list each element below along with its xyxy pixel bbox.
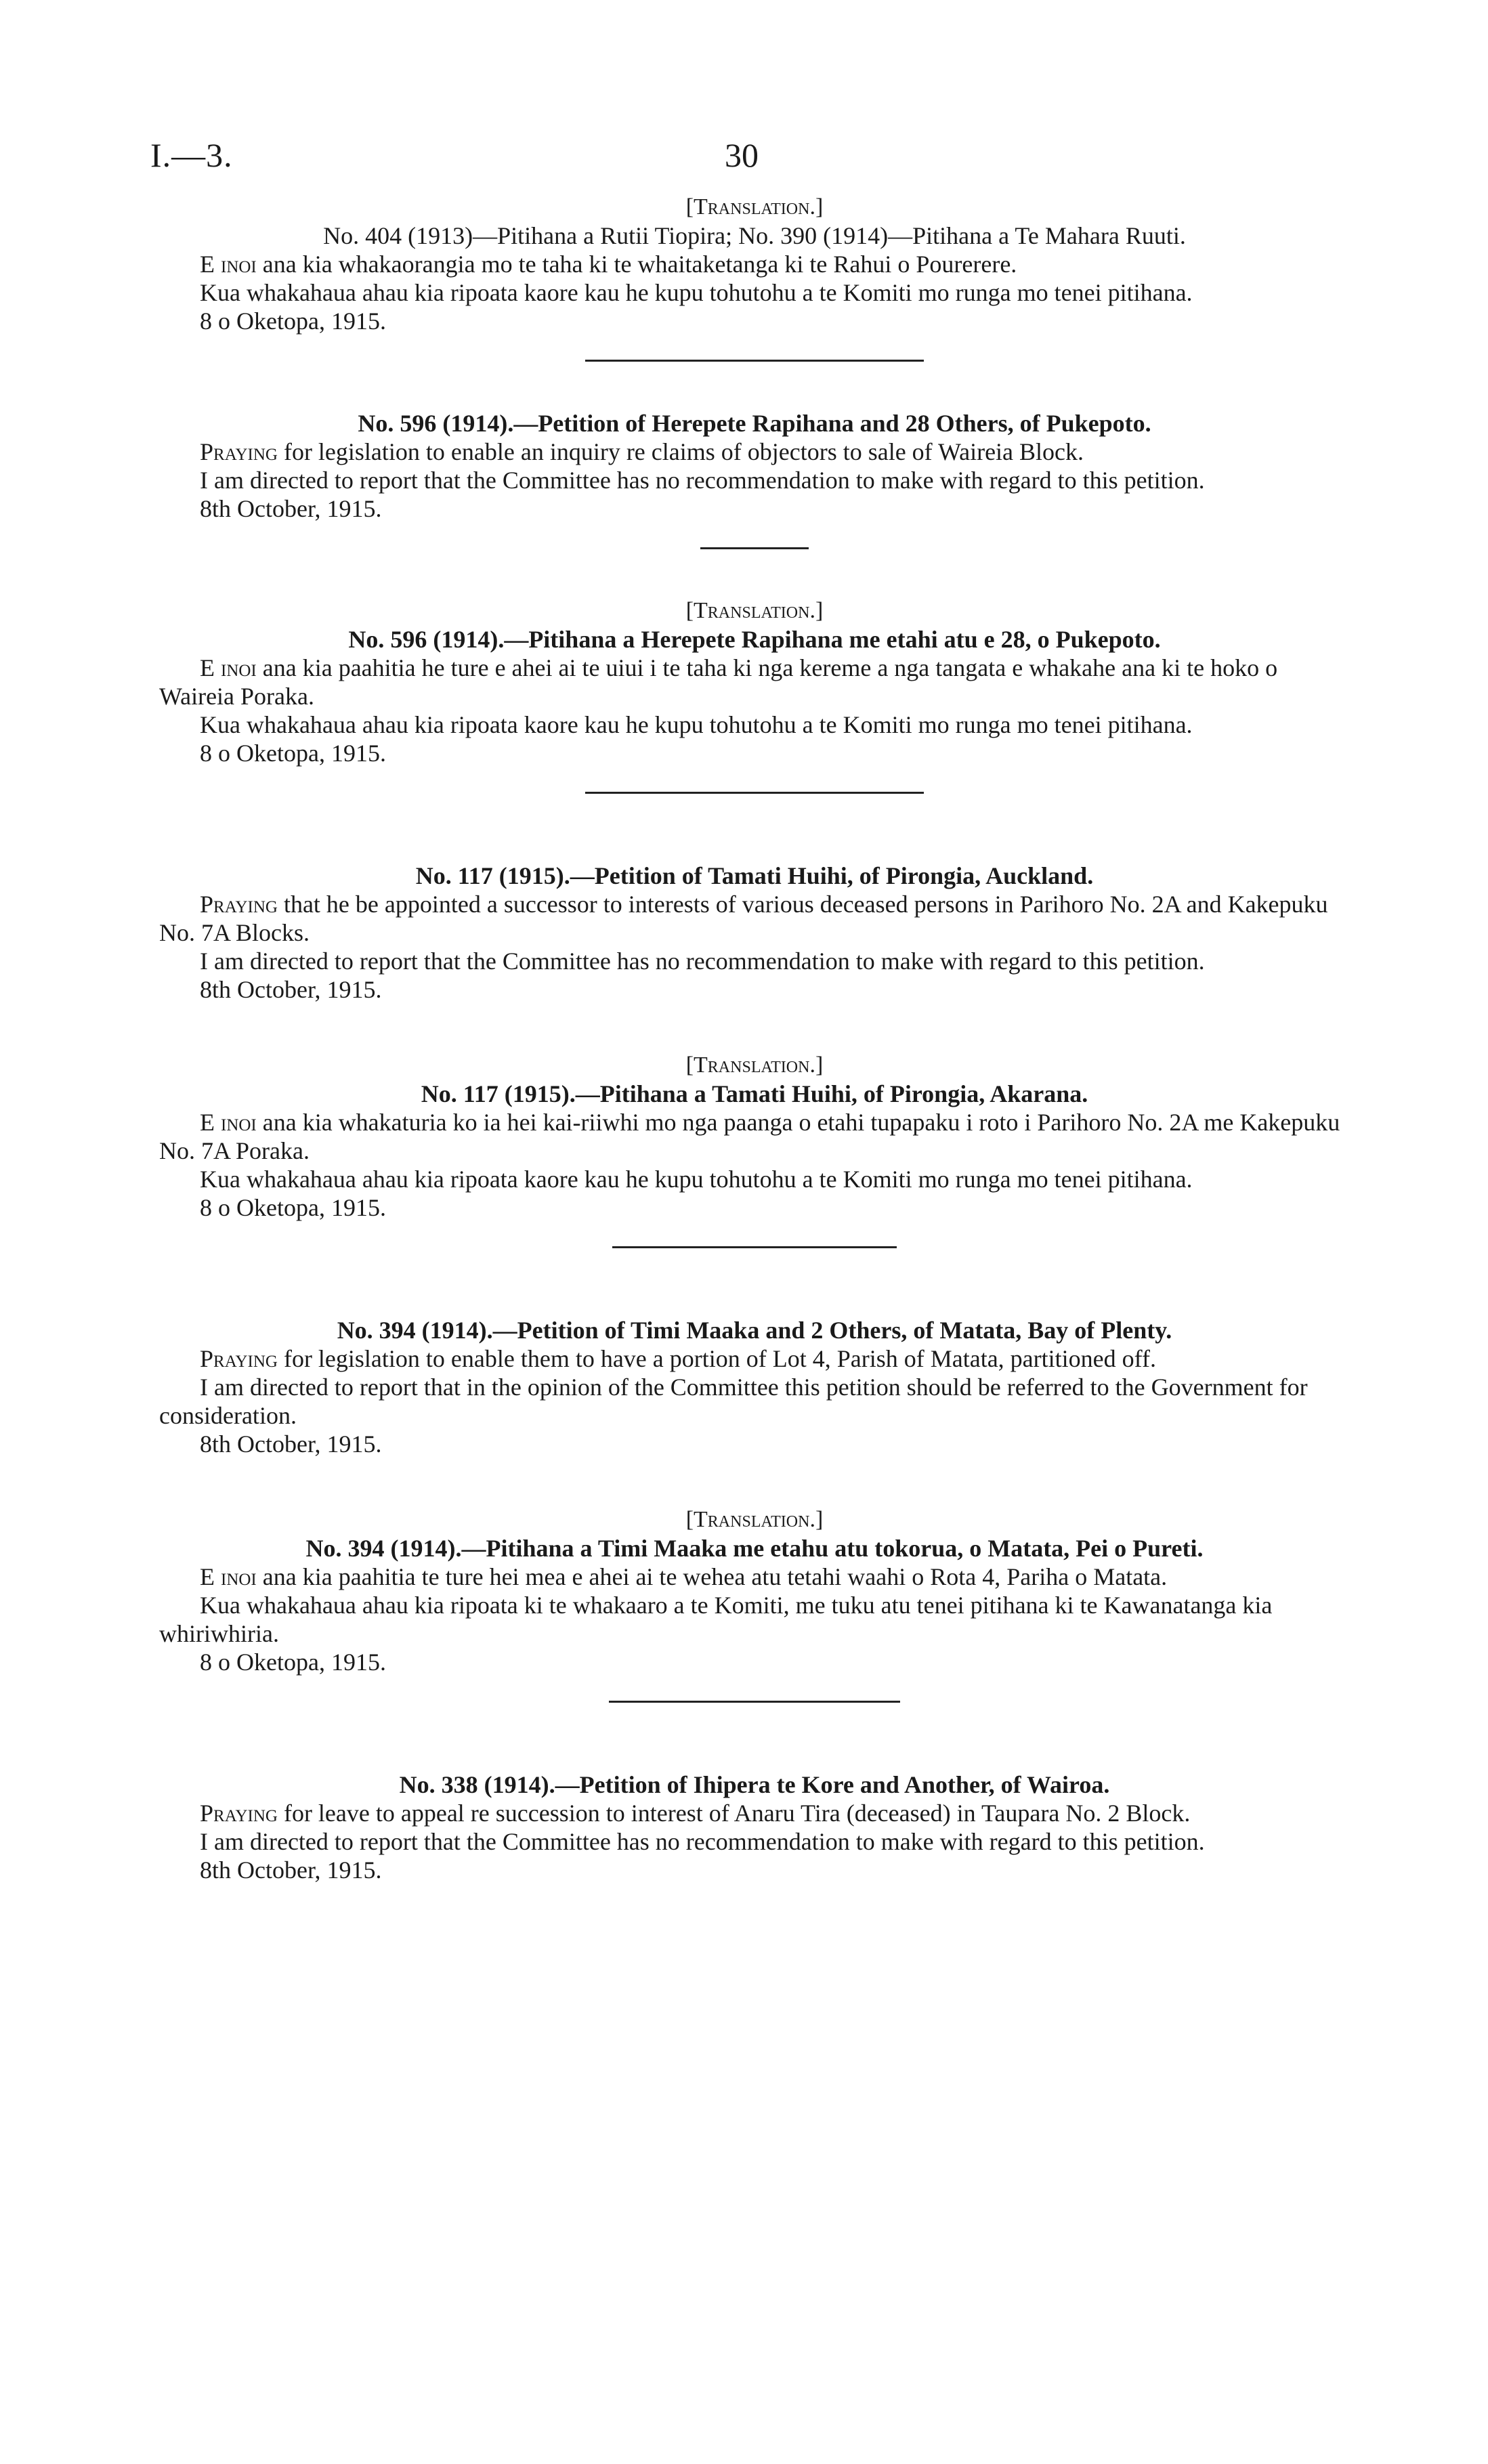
petition-title: No. 117 (1915).—Pitihana a Tamati Huihi, of Pirongia, Akarana.: [421, 1080, 1088, 1107]
report-date: 8 o Oketopa, 1915.: [200, 740, 386, 767]
prayer-lead: E inoi: [200, 1563, 257, 1590]
committee-report: Kua whakahaua ahau kia ripoata kaore kau he kupu tohutohu a te Komiti mo runga mo tenei pitihana.: [200, 711, 1193, 738]
petition-section: [159, 862, 1350, 1004]
report-date: 8th October, 1915.: [200, 976, 382, 1003]
petition-section: [159, 409, 1350, 523]
prayer-text: for leave to appeal re succession to interest of Anaru Tira (deceased) in Taupara No. 2 Block.: [283, 1800, 1191, 1827]
petition-section: [159, 597, 1350, 767]
prayer-lead: E inoi: [200, 251, 257, 278]
petition-section: [159, 193, 1350, 335]
committee-report: Kua whakahaua ahau kia ripoata kaore kau he kupu tohutohu a te Komiti mo runga mo tenei pitihana.: [200, 279, 1193, 306]
prayer-lead: Praying: [200, 1800, 278, 1827]
prayer-text: ana kia whakaorangia mo te taha ki te whaitaketanga ki te Rahui o Pourerere.: [262, 251, 1017, 278]
petition-section: [159, 1316, 1350, 1458]
prayer-lead: Praying: [200, 1345, 278, 1372]
prayer-text: for legislation to enable them to have a portion of Lot 4, Parish of Matata, partitioned off.: [283, 1345, 1156, 1372]
document-body: [159, 193, 1350, 1884]
committee-report: I am directed to report that the Committee has no recommendation to make with regard to this petition.: [200, 1828, 1205, 1855]
prayer-text: for legislation to enable an inquiry re claims of objectors to sale of Waireia Block.: [283, 438, 1084, 465]
petition-title: No. 596 (1914).—Pitihana a Herepete Rapihana me etahi atu e 28, o Pukepoto.: [348, 626, 1161, 653]
prayer-lead: Praying: [200, 438, 278, 465]
petition-section: [159, 1506, 1350, 1676]
report-date: 8 o Oketopa, 1915.: [200, 1649, 386, 1676]
translation-label: [Translation.]: [685, 1507, 824, 1532]
translation-label: [Translation.]: [685, 598, 824, 623]
report-date: 8 o Oketopa, 1915.: [200, 1194, 386, 1221]
prayer-text: ana kia paahitia he ture e ahei ai te uiui i te taha ki nga kereme a nga tangata e whakahe ana ki te hoko o Waireia Poraka.: [159, 654, 1278, 710]
prayer-text: that he be appointed a successor to interests of various deceased persons in Parihoro No. 2A and Kakepuku No. 7A Blocks.: [159, 891, 1328, 946]
prayer-text: ana kia paahitia te ture hei mea e ahei ai te wehea atu tetahi waahi o Rota 4, Pariha o Matata.: [262, 1563, 1168, 1590]
report-date: 8th October, 1915.: [200, 495, 382, 522]
report-date: 8th October, 1915.: [200, 1856, 382, 1884]
petition-prayer: [159, 1799, 1350, 1827]
prayer-lead: Praying: [200, 891, 278, 918]
committee-report: Kua whakahaua ahau kia ripoata kaore kau he kupu tohutohu a te Komiti mo runga mo tenei pitihana.: [200, 1166, 1193, 1193]
petition-prayer: [159, 890, 1350, 947]
petition-prayer: [159, 250, 1350, 278]
page-number: 30: [725, 136, 759, 174]
translation-label: [Translation.]: [685, 1053, 824, 1078]
paper-reference: I.—3.: [150, 136, 233, 174]
report-date: 8th October, 1915.: [200, 1430, 382, 1458]
petition-title: No. 338 (1914).—Petition of Ihipera te Kore and Another, of Wairoa.: [399, 1771, 1110, 1798]
committee-report: Kua whakahaua ahau kia ripoata ki te whakaaro a te Komiti, me tuku atu tenei pitihana ki te Kawanatanga kia whiriwhiria.: [159, 1592, 1273, 1647]
petition-section: [159, 1770, 1350, 1884]
petition-prayer: [159, 1563, 1350, 1591]
committee-report: I am directed to report that in the opinion of the Committee this petition should be referred to the Government for consideration.: [159, 1374, 1308, 1429]
committee-report: I am directed to report that the Committee has no recommendation to make with regard to this petition.: [200, 948, 1205, 975]
petition-prayer: [159, 1344, 1350, 1373]
report-date: 8 o Oketopa, 1915.: [200, 307, 386, 335]
petition-prayer: [159, 438, 1350, 466]
petition-prayer: [159, 654, 1350, 710]
petition-prayer: [159, 1108, 1350, 1165]
committee-report: I am directed to report that the Committee has no recommendation to make with regard to this petition.: [200, 467, 1205, 494]
petition-section: [159, 1051, 1350, 1222]
petition-title: No. 404 (1913)—Pitihana a Rutii Tiopira; No. 390 (1914)—Pitihana a Te Mahara Ruuti.: [323, 222, 1186, 249]
translation-label: [Translation.]: [685, 194, 824, 219]
petition-title: No. 394 (1914).—Petition of Timi Maaka and 2 Others, of Matata, Bay of Plenty.: [337, 1317, 1172, 1344]
prayer-text: ana kia whakaturia ko ia hei kai-riiwhi mo nga paanga o etahi tupapaku i roto i Parihoro No. 2A me Kakepuku No. 7A Poraka.: [159, 1109, 1340, 1164]
prayer-lead: E inoi: [200, 1109, 257, 1136]
prayer-lead: E inoi: [200, 654, 257, 681]
petition-title: No. 596 (1914).—Petition of Herepete Rapihana and 28 Others, of Pukepoto.: [358, 410, 1151, 437]
petition-title: No. 117 (1915).—Petition of Tamati Huihi, of Pirongia, Auckland.: [415, 862, 1094, 889]
petition-title: No. 394 (1914).—Pitihana a Timi Maaka me etahu atu tokorua, o Matata, Pei o Pureti.: [305, 1535, 1204, 1562]
